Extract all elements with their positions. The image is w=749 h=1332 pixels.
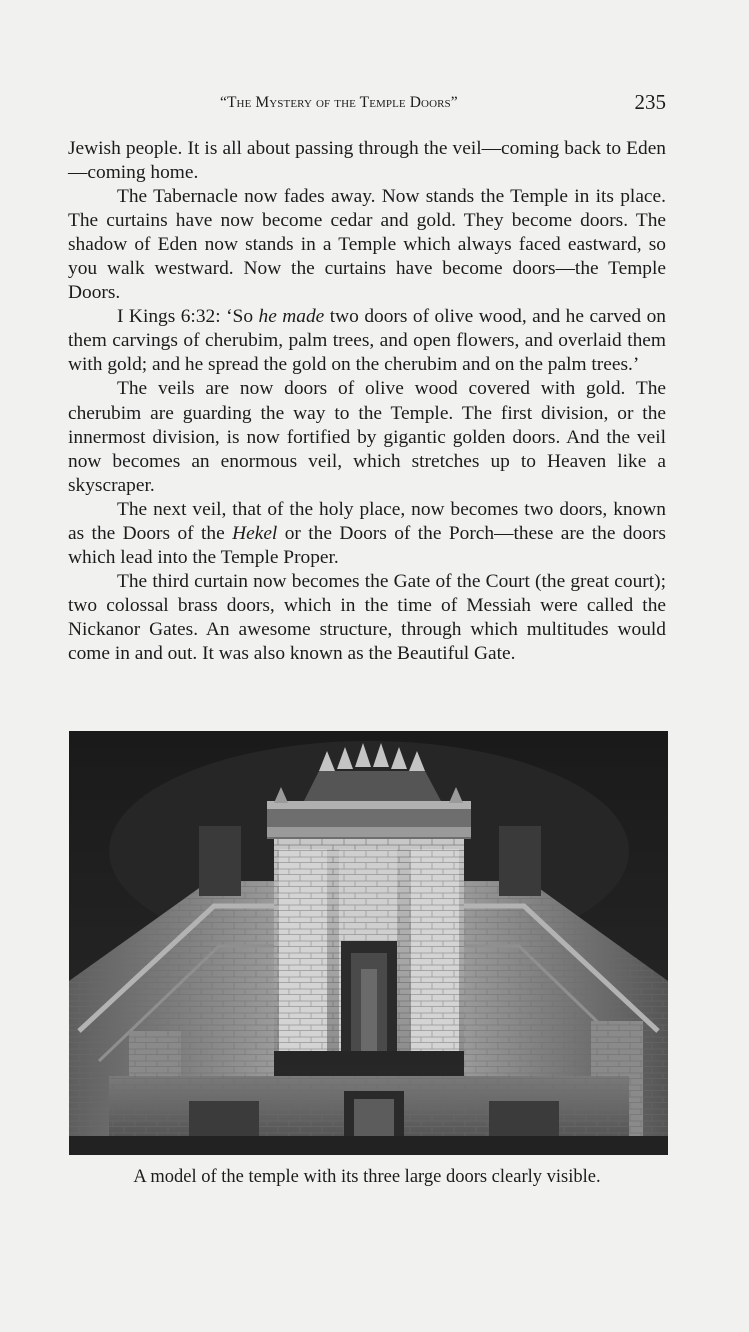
running-title: “The Mystery of the Temple Doors” xyxy=(220,94,458,111)
page-number: 235 xyxy=(634,90,666,114)
paragraph-4: The veils are now doors of olive wood covered with gold. The cherubim are guarding the way to the Temple. The first division, or the innermost division, is now fortified by gigantic golden doors. And the veil now becomes an enormous veil, which stretches up to Heaven like a skyscraper. xyxy=(68,378,666,496)
paragraph-6: The third curtain now becomes the Gate of the Court (the great court); two colossal brass doors, which in the time of Messiah were called the Nickanor Gates. An awesome structure, through which multitudes would come in and out. It was also known as the Beautiful Gate. xyxy=(68,570,666,664)
italic-term: Hekel xyxy=(232,522,278,544)
paragraph-5-rest: or the Doors of the Porch—these are the doors which lead into the Temple Proper. xyxy=(68,522,666,568)
paragraph-3 xyxy=(68,305,666,377)
paragraph-5 xyxy=(68,498,666,570)
paragraph-1: Jewish people. It is all about passing through the veil—coming back to Eden—coming home. xyxy=(68,138,666,184)
body-text xyxy=(68,137,666,666)
paragraph-5-lead: The next veil, that of the holy place, now becomes two doors, known as the Doors of the xyxy=(68,498,666,544)
italic-phrase: he made xyxy=(258,306,325,328)
paragraph-2: The Tabernacle now fades away. Now stands the Temple in its place. The curtains have now become cedar and gold. They become doors. The shadow of Eden now stands in a Temple which always faced eastward, so you walk westward. Now the curtains have become doors—the Temple Doors. xyxy=(68,186,666,304)
temple-model-photo xyxy=(69,731,668,1155)
running-head xyxy=(68,90,666,118)
scripture-quote: two doors of olive wood, and he carved on them carvings of cherubim, palm trees, and open flowers, and overlaid them with gold; and he spread the gold on the cherubim and on the palm trees.’ xyxy=(68,306,666,376)
figure-caption: A model of the temple with its three large doors clearly visible. xyxy=(133,1167,601,1187)
scripture-reference: I Kings 6:32: ‘So xyxy=(117,306,259,328)
